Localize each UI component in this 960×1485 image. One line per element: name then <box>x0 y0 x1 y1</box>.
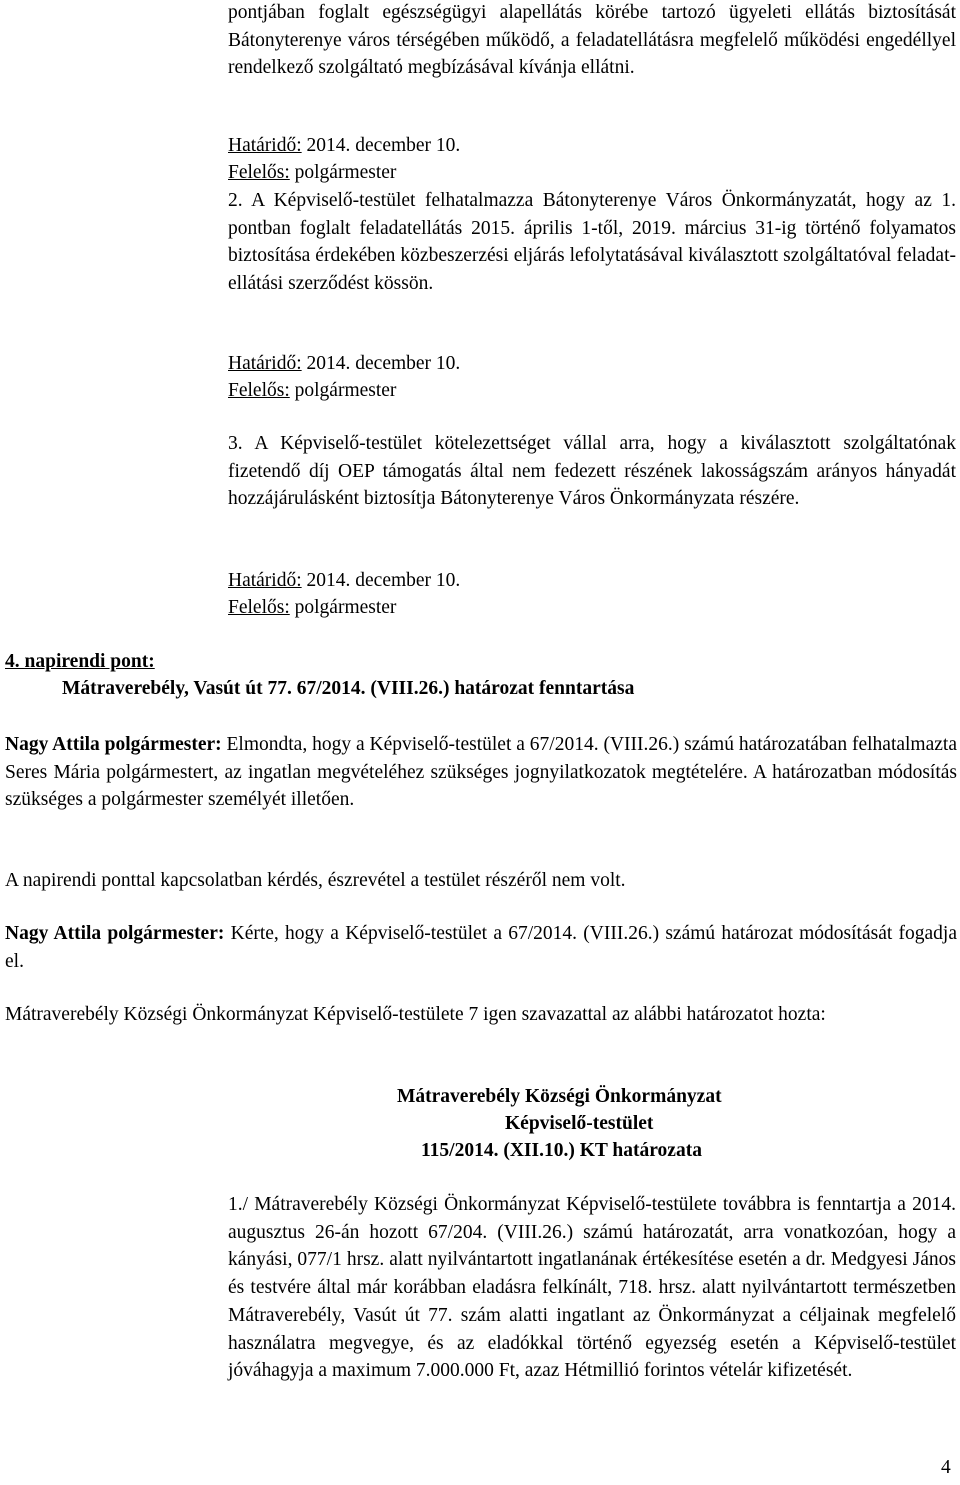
responsible-label: Felelős: <box>228 597 290 618</box>
responsible-line-3 <box>228 594 396 622</box>
speaker-name: Nagy Attila polgármester: <box>5 734 222 755</box>
minutes-paragraph-4: Mátraverebély Községi Önkormányzat Képviselő-testülete 7 igen szavazattal az alábbi határozatot hozta: <box>5 1004 826 1025</box>
minutes-paragraph-2: A napirendi ponttal kapcsolatban kérdés, észrevétel a testület részéről nem volt. <box>5 870 626 891</box>
agenda-subtitle: Mátraverebély, Vasút út 77. 67/2014. (VIII.26.) határozat fenntartása <box>62 678 635 699</box>
intro-paragraph: pontjában foglalt egészségügyi alapellátás körébe tartozó ügyeleti ellátás biztosítását Bátonyterenye város térségében működő, a feladatellátásra megfelelő működési engedéllyel rendelkező szolgáltató megbízásával kívánja ellátni. <box>228 2 956 79</box>
resolution-title-line-3: 115/2014. (XII.10.) KT határozata <box>421 1140 702 1161</box>
deadline-value: 2014. december 10. <box>301 353 461 374</box>
responsible-line-2 <box>228 377 396 405</box>
responsible-label: Felelős: <box>228 380 290 401</box>
responsible-value: polgármester <box>289 597 397 618</box>
responsible-value: polgármester <box>289 380 397 401</box>
deadline-label: Határidő: <box>228 135 302 156</box>
responsible-label: Felelős: <box>228 162 290 183</box>
deadline-label: Határidő: <box>228 353 302 374</box>
minutes-paragraph-1-text: Elmondta, hogy a Képviselő-testület a 67/2014. (VIII.26.) számú határozatában felhatalmazta Seres Mária polgármestert, az ingatlan megvételéhez szükséges jognyilatkozatok megtételére. A határozatban módosítás szükséges a polgármester személyét illetően. <box>5 734 957 811</box>
item-3-paragraph: 3. A Képviselő-testület kötelezettséget vállal arra, hogy a kiválasztott szolgáltatónak fizetendő díj OEP támogatás által nem fedezett részének lakosságszám arányos hányadát hozzájárulásként biztosítja Bátonyterenye Város Önkormányzata részére. <box>228 433 956 510</box>
resolution-body: 1./ Mátraverebély Községi Önkormányzat Képviselő-testülete továbbra is fenntartja a 2014. augusztus 26-án hozott 67/204. (VIII.26.) számú határozatát, arra vonatkozóan, hogy a kányási, 077/1 hrsz. alatt nyilvántartott ingatlanának értékesítése esetén a dr. Medgyesi János és testvére által már korábban eladásra felkínált, 718. hrsz. alatt nyilvántartott természetben Mátraverebély, Vasút út 77. szám alatti ingatlant az Önkormányzat a céljainak megfelelő használatra megvegye, és az eladókkal történő egyezség esetén a Képviselő-testület jóváhagyja a maximum 7.000.000 Ft, azaz Hétmillió forintos vételár kifizetését. <box>228 1194 956 1382</box>
speaker-name: Nagy Attila polgármester: <box>5 923 225 944</box>
minutes-paragraph-1 <box>5 731 957 814</box>
deadline-line-1 <box>228 132 460 160</box>
minutes-paragraph-3-text: Kérte, hogy a Képviselő-testület a 67/2014. (VIII.26.) számú határozat módosítását fogadja el. <box>5 923 957 972</box>
deadline-value: 2014. december 10. <box>301 135 461 156</box>
responsible-value: polgármester <box>289 162 397 183</box>
deadline-line-3 <box>228 567 460 595</box>
responsible-line-1 <box>228 159 396 187</box>
deadline-value: 2014. december 10. <box>301 570 461 591</box>
minutes-paragraph-3 <box>5 920 957 975</box>
item-2-paragraph: 2. A Képviselő-testület felhatalmazza Bátonyterenye Város Önkormányzatát, hogy az 1. pontban foglalt feladatellátás 2015. április 1-től, 2019. március 31-ig történő folyamatos biztosítása érdekében közbeszerzési eljárás lefolytatásával kiválasztott szolgáltatóval feladat-ellátási szerződést kössön. <box>228 190 956 295</box>
page-number: 4 <box>941 1457 951 1478</box>
resolution-title-line-2: Képviselő-testület <box>505 1113 654 1134</box>
agenda-heading: 4. napirendi pont: <box>5 651 155 672</box>
deadline-label: Határidő: <box>228 570 302 591</box>
deadline-line-2 <box>228 350 460 378</box>
resolution-title-line-1: Mátraverebély Községi Önkormányzat <box>397 1086 722 1107</box>
